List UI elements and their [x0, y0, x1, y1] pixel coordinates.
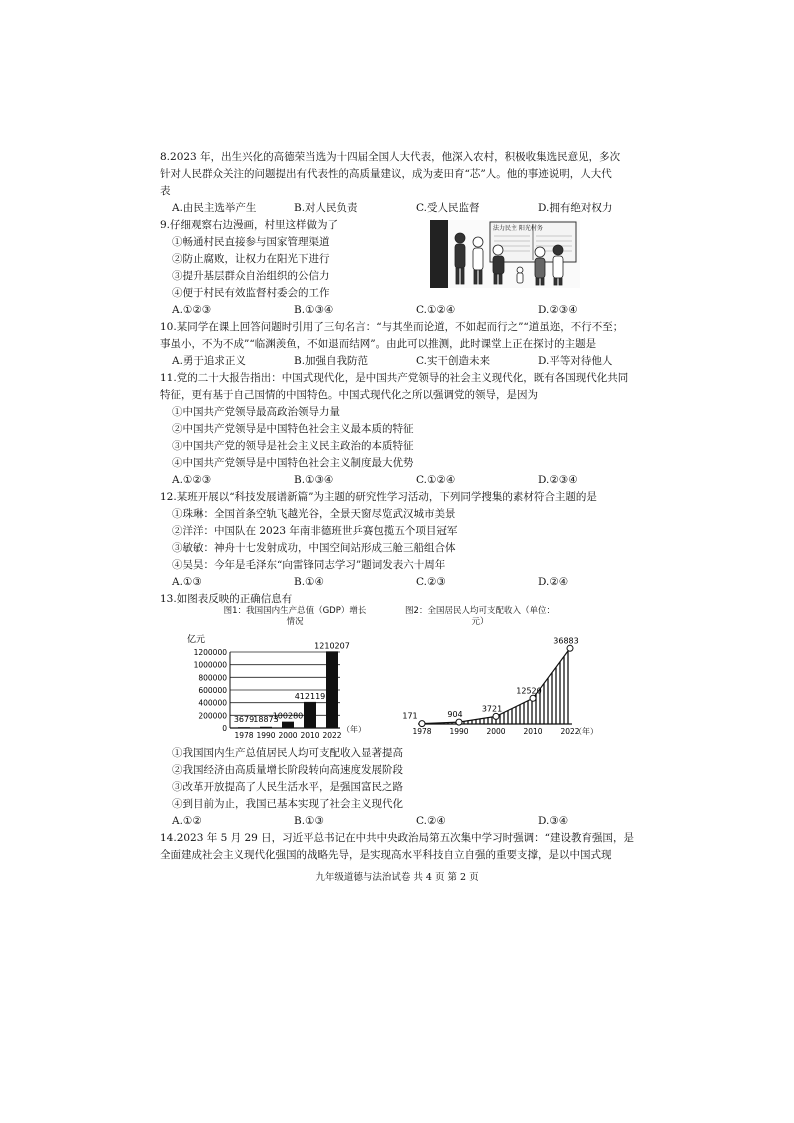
q9-option-d[interactable]: D.②③④: [538, 304, 578, 316]
chart1-value-label: 100280: [272, 711, 304, 721]
chart1-y-tick-label: 1000000: [193, 660, 227, 670]
chart2-x-tick-label: 2000: [486, 727, 506, 736]
chart1-title: 图1：我国国内生产总值（GDP）增长情况: [223, 606, 367, 627]
q11-line-2: 特征，更有基于自己国情的中国特色。中国式现代化之所以强调党的领导，是因为: [160, 389, 538, 401]
q14-line-2: 全面建成社会主义现代化强国的战略先导，是实现高水平科技自立自强的重要支撑，是以中国式现: [160, 849, 612, 861]
chart1-y-tick-label: 800000: [198, 673, 227, 683]
q12-option-b[interactable]: B.①④: [294, 576, 324, 588]
q13-option-a[interactable]: A.①②: [172, 815, 202, 827]
q13-statement-3: ③改革开放提高了人民生活水平，是强国富民之路: [172, 781, 403, 793]
q11-options: [172, 473, 660, 488]
q8-line-3: 表: [160, 185, 171, 197]
q12-statement-4: ④吴昊：今年是毛泽东“向雷锋同志学习”题词发表六十周年: [172, 559, 446, 571]
cartoon-board-text: 法力民主 阳光村务: [493, 225, 543, 232]
q9-statement-2: ②防止腐败，让权力在阳光下进行: [172, 253, 330, 265]
q9-option-b[interactable]: B.①③④: [294, 304, 334, 316]
q8-option-d[interactable]: D.拥有绝对权力: [538, 202, 613, 214]
q12-option-c[interactable]: C.②③: [416, 576, 446, 588]
q13-stem: 13.如图表反映的正确信息有: [160, 593, 293, 605]
chart1-x-tick-label: 1978: [234, 731, 254, 740]
q9-options: [172, 303, 660, 318]
chart2-income-area-chart: [402, 632, 600, 742]
q13-statement-2: ②我国经济由高质量增长阶段转向高速度发展阶段: [172, 764, 403, 776]
chart1-y-tick-label: 0: [222, 724, 227, 733]
chart2-x-axis-label: （年）: [574, 727, 598, 736]
chart2-value-label: 3721: [481, 704, 503, 714]
q14-line-1: 14.2023 年 5 月 29 日，习近平总书记在中共中央政治局第五次集中学习时强调：“建设教育强国，是: [160, 832, 635, 844]
page-footer: 九年级道德与法治试卷 共 4 页 第 2 页: [315, 872, 479, 883]
q12-statement-2: ②洋洋：中国队在 2023 年南非德班世乒赛包揽五个项目冠军: [172, 525, 458, 537]
chart1-x-tick-label: 2000: [278, 731, 298, 740]
q12-option-d[interactable]: D.②④: [538, 576, 569, 588]
q9-option-a[interactable]: A.①②③: [172, 304, 212, 316]
q8-option-a[interactable]: A.由民主选举产生: [172, 202, 257, 214]
q13-option-c[interactable]: C.②④: [416, 815, 446, 827]
q10-line-2: 事虽小，不为不成”“临渊羡鱼，不如退而结网”。由此可以推测，此时课堂上正在探讨的主题是: [160, 338, 597, 350]
chart1-bar: [304, 702, 316, 728]
chart1-value-label: 412119: [294, 691, 326, 701]
chart1-y-tick-label: 200000: [198, 711, 227, 721]
q12-option-a[interactable]: A.①③: [172, 576, 202, 588]
chart1-y-tick-label: 400000: [198, 698, 227, 708]
q10-option-a[interactable]: A.勇于追求正义: [172, 355, 246, 367]
q8-options: [172, 201, 660, 216]
q9-statement-1: ①畅通村民直接参与国家管理渠道: [172, 236, 330, 248]
chart1-y-axis-label: 亿元: [187, 635, 206, 645]
chart1-x-tick-label: 1990: [256, 731, 276, 740]
chart1-value-label: 18873: [253, 715, 279, 724]
q8-line-2: 针对人民群众关注的问题提出有代表性的高质量建议，成为麦田育“芯”人。他的事迹说明，人大代: [160, 168, 612, 180]
q11-statement-2: ②中国共产党领导是中国特色社会主义最本质的特征: [172, 423, 414, 435]
q12-statement-3: ③敏敏：神舟十七发射成功，中国空间站形成三舱三船组合体: [172, 542, 456, 554]
q12-statement-1: ①珠琳：全国首条空轨飞越光谷，全景天窗尽览武汉城市美景: [172, 508, 456, 520]
chart2-value-label: 171: [402, 711, 418, 721]
q10-option-b[interactable]: B.加强自我防范: [294, 355, 369, 367]
q11-option-d[interactable]: D.②③④: [538, 474, 578, 486]
chart1-bar: [282, 722, 294, 728]
q11-line-1: 11.党的二十大报告指出：中国式现代化，是中国共产党领导的社会主义现代化，既有各国现代化共同: [160, 372, 629, 384]
q10-option-c[interactable]: C.实干创造未来: [416, 355, 490, 367]
q10-line-1: 10.某同学在课上回答问题时引用了三句名言：“与其坐而论道，不如起而行之”“道虽迩，不行不至；: [160, 321, 624, 333]
q12-stem: 12.某班开展以“科技发展谱新篇”为主题的研究性学习活动，下列同学搜集的素材符合主题的是: [160, 491, 597, 503]
q10-options: [172, 354, 660, 369]
q9-statement-3: ③提升基层群众自治组织的公信力: [172, 270, 330, 282]
chart2-x-tick-label: 1978: [412, 727, 432, 736]
q13-statement-1: ①我国国内生产总值居民人均可支配收入显著提高: [172, 747, 403, 759]
chart2-value-label: 904: [447, 710, 463, 720]
q10-option-d[interactable]: D.平等对待他人: [538, 355, 613, 367]
q11-option-a[interactable]: A.①②③: [172, 474, 212, 486]
chart1-x-axis-label: （年）: [342, 725, 366, 734]
q9-statement-4: ④便于村民有效监督村委会的工作: [172, 287, 330, 299]
q11-option-b[interactable]: B.①③④: [294, 474, 334, 486]
chart2-x-tick-label: 2022: [560, 727, 580, 736]
chart2-point: [530, 695, 536, 701]
chart1-bar: [326, 651, 338, 728]
chart2-x-tick-label: 2010: [523, 727, 543, 736]
chart1-bar: [238, 727, 250, 728]
chart1-bar: [260, 727, 272, 728]
q13-options: [172, 814, 660, 829]
q11-statement-3: ③中国共产党的领导是社会主义民主政治的本质特征: [172, 440, 414, 452]
q13-option-d[interactable]: D.③④: [538, 815, 569, 827]
chart1-value-label: 3679: [233, 715, 255, 724]
q11-statement-1: ①中国共产党领导最高政治领导力量: [172, 406, 340, 418]
chart2-value-label: 36883: [553, 636, 579, 646]
chart1-y-tick-label: 600000: [198, 686, 227, 695]
village-cartoon-image: [430, 220, 580, 288]
q9-stem: 9.仔细观察右边漫画，村里这样做为了: [160, 219, 339, 231]
chart2-point: [456, 719, 462, 725]
chart1-x-tick-label: 2022: [322, 731, 342, 740]
q12-options: [172, 575, 660, 590]
chart1-y-tick-label: 1200000: [193, 648, 227, 657]
q8-option-b[interactable]: B.对人民负责: [294, 202, 358, 214]
chart2-title: 图2：全国居民人均可支配收入（单位：元）: [405, 606, 555, 627]
chart1-gdp-bar-chart: [175, 632, 366, 742]
q13-statement-4: ④到目前为止，我国已基本实现了社会主义现代化: [172, 798, 403, 810]
q13-option-b[interactable]: B.①③: [294, 815, 324, 827]
chart2-x-tick-label: 1990: [449, 727, 469, 736]
q11-statement-4: ④中国共产党领导是中国特色社会主义制度最大优势: [172, 457, 414, 469]
chart2-value-label: 12520: [516, 686, 542, 696]
q8-line-1: 8.2023 年，出生兴化的高德荣当选为十四届全国人大代表，他深入农村，积极收集选民意见，多次: [160, 151, 621, 163]
chart2-point: [567, 645, 573, 651]
chart1-value-label: 1210207: [314, 641, 350, 651]
chart2-point: [493, 713, 499, 719]
q8-option-c[interactable]: C.受人民监督: [416, 202, 480, 214]
chart1-x-tick-label: 2010: [300, 731, 320, 740]
q9-option-c[interactable]: C.①②④: [416, 304, 456, 316]
chart2-point: [419, 721, 425, 727]
q11-option-c[interactable]: C.①②④: [416, 474, 456, 486]
